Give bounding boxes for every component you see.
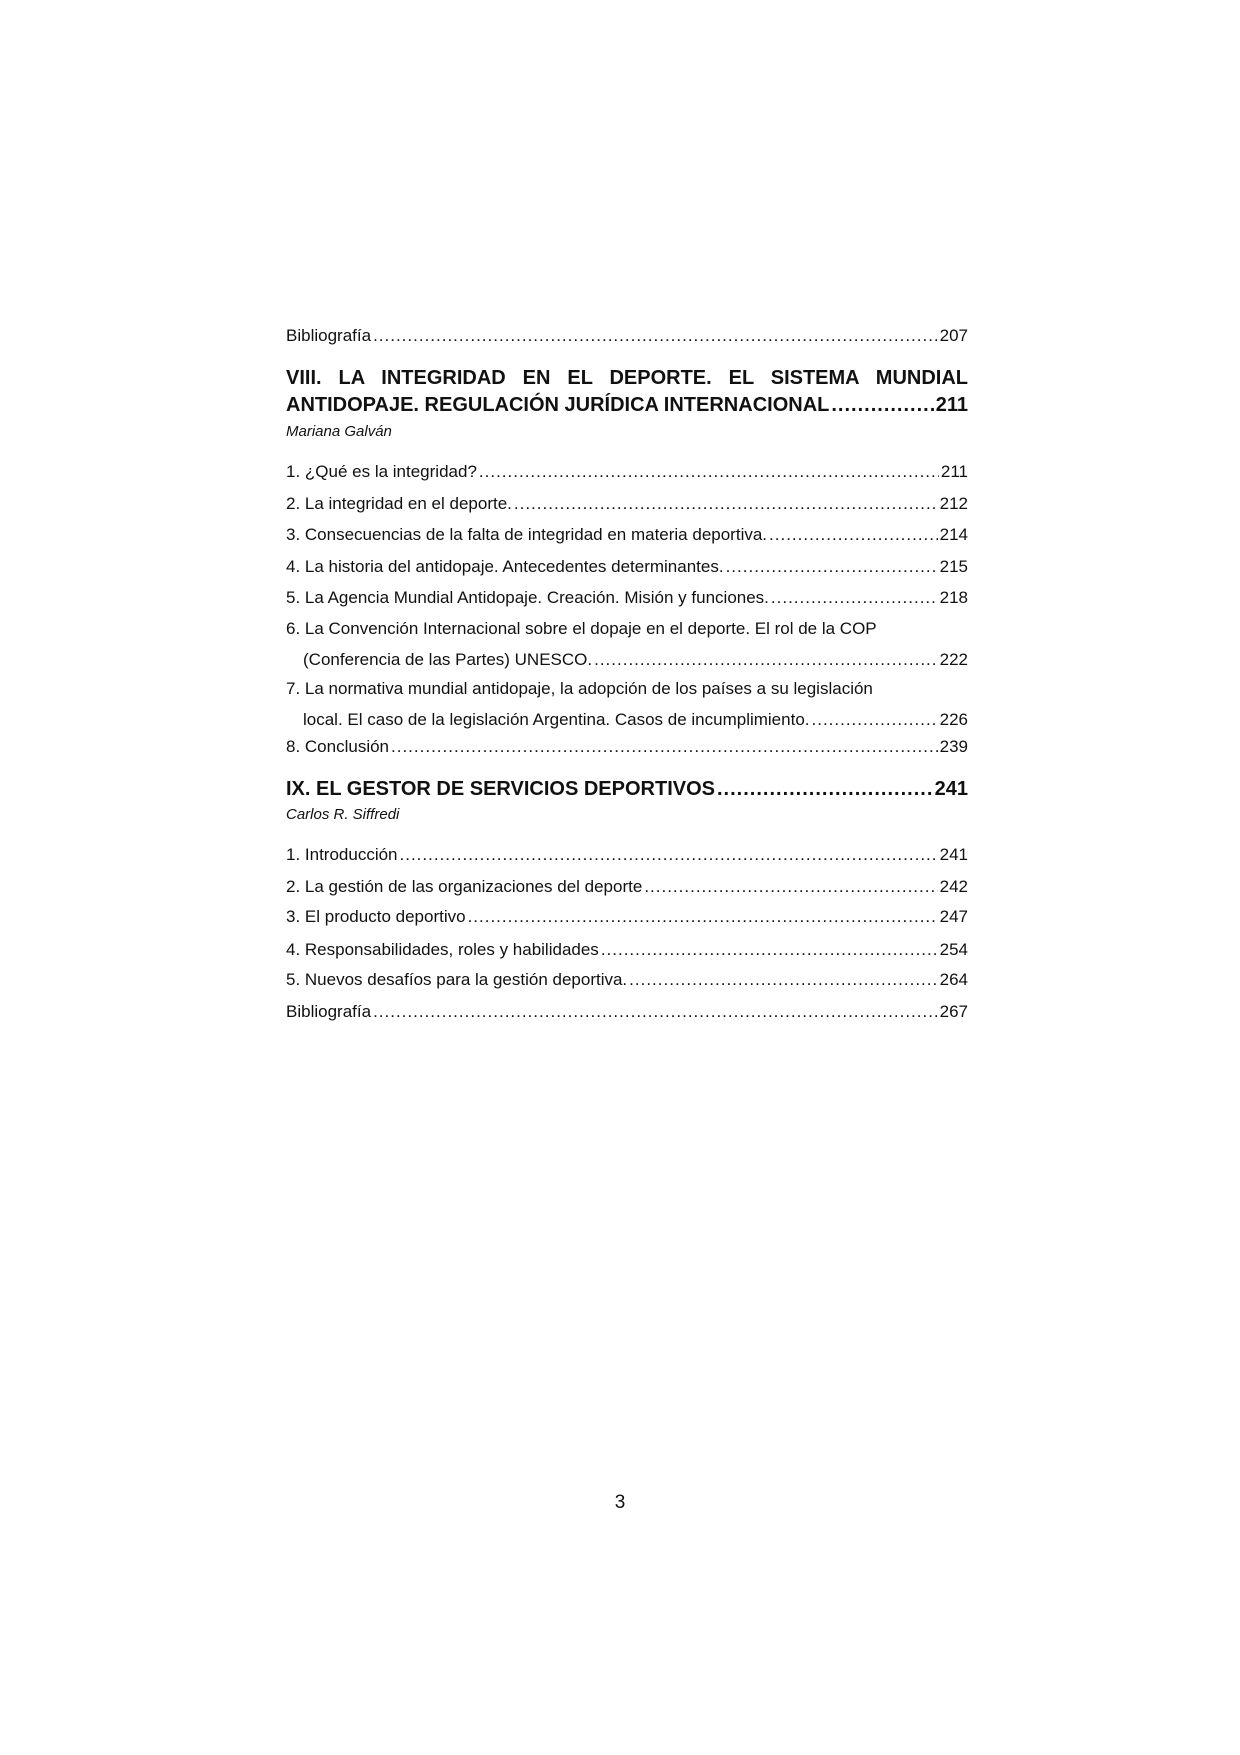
toc-entry[interactable] [286,462,968,482]
toc-entry[interactable] [286,907,968,927]
entry-label-line1: 6. La Convención Internacional sobre el dopaje en el deporte. El rol de la COP [286,619,877,638]
chapter-heading-viii[interactable] [286,365,968,419]
entry-page: 247 [939,907,968,926]
entry-label: 1. Introducción [286,845,398,864]
dot-leader [812,704,938,735]
entry-page: 218 [939,588,968,607]
dot-leader [514,494,938,514]
chapter-title-line1: VIII. LA INTEGRIDAD EN EL DEPORTE. EL SISTEMA MUNDIAL [286,367,968,389]
entry-label: 4. La historia del antidopaje. Antecedentes determinantes. [286,557,724,576]
toc-entry-bibliography[interactable] [286,326,968,346]
toc-entry[interactable] [286,737,968,757]
chapter-title: IX. EL GESTOR DE SERVICIOS DEPORTIVOS [286,778,715,800]
entry-page: 239 [939,737,968,756]
dot-leader [769,525,938,545]
entry-label: 3. Consecuencias de la falta de integridad en materia deportiva. [286,525,768,544]
dot-leader [771,588,938,608]
toc-entry[interactable] [286,845,968,865]
page-number: 3 [614,1492,626,1513]
entry-label: 5. Nuevos desafíos para la gestión deportiva. [286,970,628,989]
dot-leader [391,737,938,757]
entry-page: 211 [940,462,968,481]
entry-label: Bibliografía [286,326,372,345]
toc-entry[interactable] [286,557,968,577]
toc-entry[interactable] [286,525,968,545]
dot-leader [629,970,937,990]
entry-page: 212 [939,494,968,513]
entry-page: 267 [939,1002,968,1021]
dot-leader [717,779,933,799]
entry-label-line2: (Conferencia de las Partes) UNESCO. [303,650,593,669]
entry-page: 215 [939,557,968,576]
chapter-page: 241 [934,778,968,800]
dot-leader [468,907,938,927]
entry-label: 2. La gestión de las organizaciones del deporte [286,877,643,896]
chapter-author: Carlos R. Siffredi [286,806,400,823]
entry-page: 254 [939,940,968,959]
dot-leader [594,644,938,675]
toc-entry[interactable] [286,673,968,735]
entry-page: 242 [939,877,968,896]
toc-entry[interactable] [286,940,968,960]
entry-label: 8. Conclusión [286,737,390,756]
chapter-title-line2: ANTIDOPAJE. REGULACIÓN JURÍDICA INTERNACIONAL [286,394,830,416]
entry-label: 4. Responsabilidades, roles y habilidades [286,940,599,959]
entry-page: 207 [939,326,968,345]
toc-entry-bibliography[interactable] [286,1002,968,1022]
toc-entry[interactable] [286,588,968,608]
dot-leader [831,392,933,419]
entry-page: 241 [939,845,968,864]
entry-label: Bibliografía [286,1002,372,1021]
toc-entry[interactable] [286,613,968,675]
dot-leader [479,462,939,482]
dot-leader [373,1002,938,1022]
dot-leader [726,557,938,577]
dot-leader [644,877,937,897]
dot-leader [601,940,938,960]
entry-label-line2: local. El caso de la legislación Argentina. Casos de incumplimiento. [303,710,810,729]
entry-label: 5. La Agencia Mundial Antidopaje. Creación. Misión y funciones. [286,588,769,607]
chapter-page: 211 [935,394,968,416]
toc-entry[interactable] [286,877,968,897]
toc-entry[interactable] [286,970,968,990]
entry-label-line1: 7. La normativa mundial antidopaje, la adopción de los países a su legislación [286,679,873,698]
entry-label: 3. El producto deportivo [286,907,466,926]
chapter-heading-ix[interactable] [286,779,968,799]
entry-page: 214 [939,525,968,544]
dot-leader [400,845,938,865]
entry-page: 226 [939,710,968,729]
entry-page: 222 [939,650,968,669]
entry-label: 2. La integridad en el deporte. [286,494,512,513]
dot-leader [373,326,938,346]
entry-page: 264 [939,970,968,989]
toc-entry[interactable] [286,494,968,514]
entry-label: 1. ¿Qué es la integridad? [286,462,477,481]
chapter-author: Mariana Galván [286,423,392,440]
